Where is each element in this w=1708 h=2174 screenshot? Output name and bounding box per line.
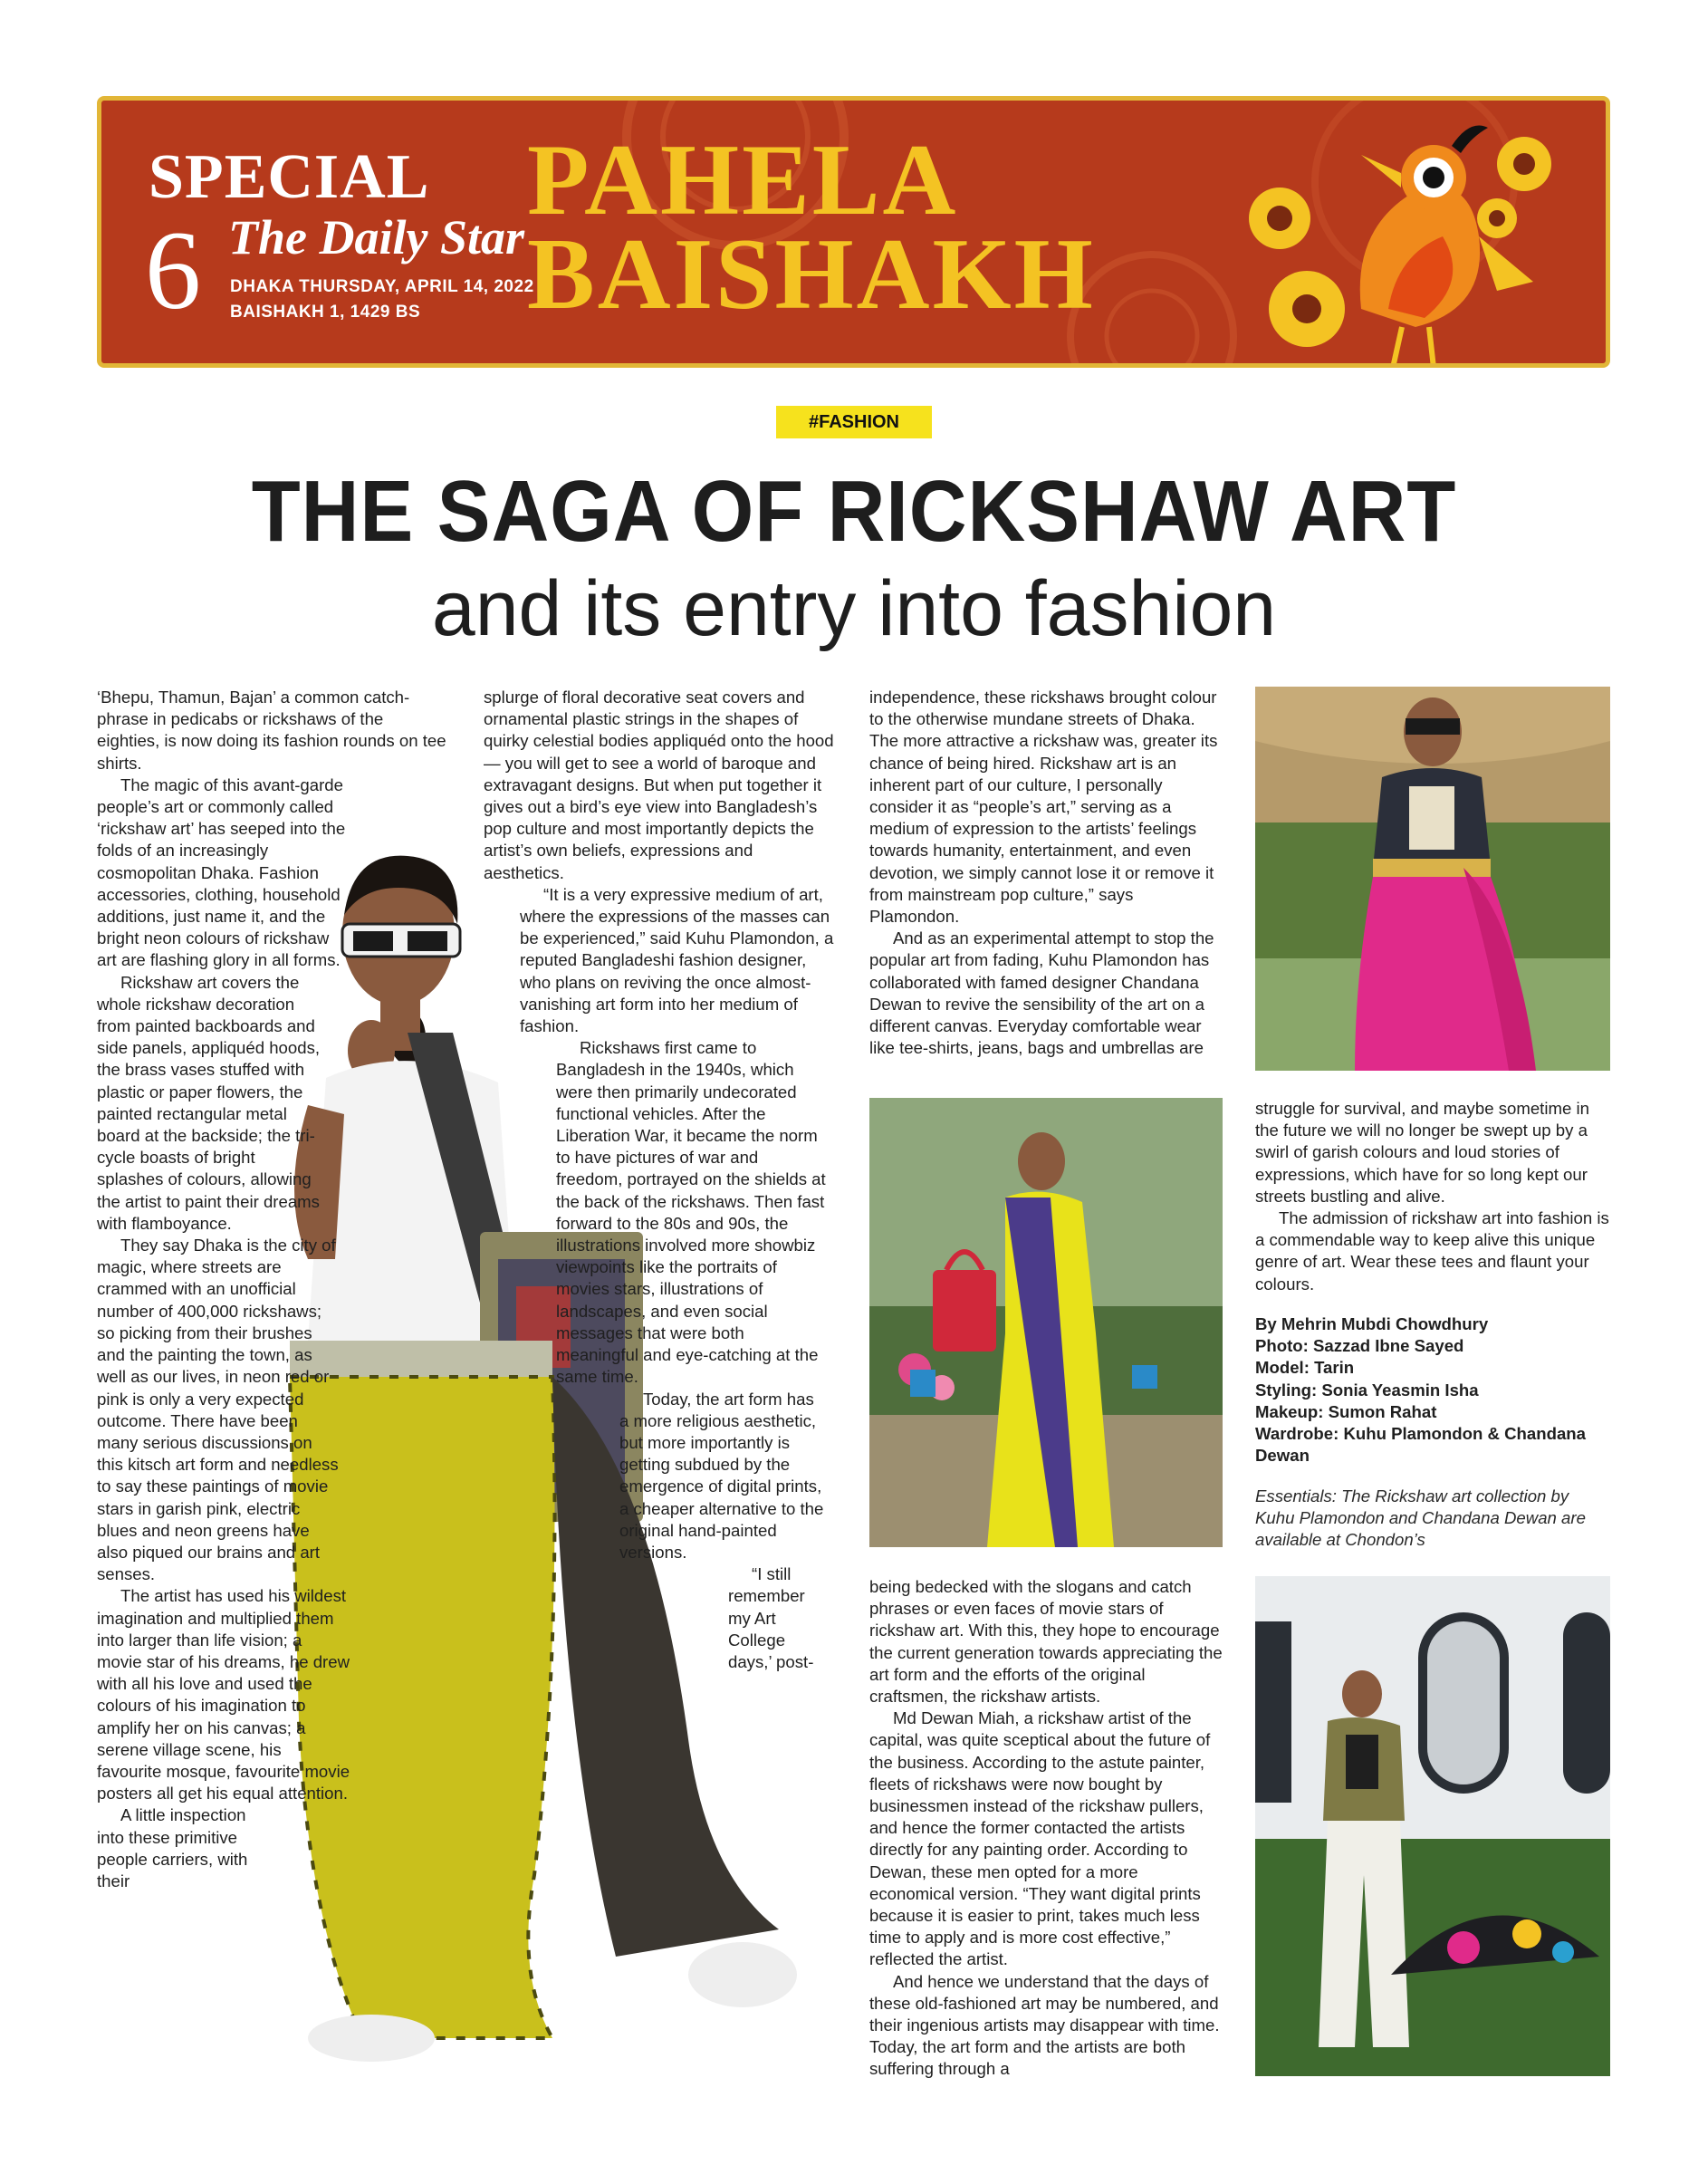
sunflower-icon (1249, 188, 1310, 249)
headline: THE SAGA OF RICKSHAW ART (251, 463, 1457, 560)
photo-credit: Photo: Sazzad Ibne Sayed (1255, 1336, 1464, 1356)
paragraph: struggle for survival, and maybe sometime in the future we will no longer be swept up by a swirl of garish colours and loud stories of expressions, which have for so long kept our streets bustling and alive. (1255, 1099, 1589, 1206)
paragraph: Md Dewan Miah, a rickshaw artist of the capital, was quite sceptical about the future of the business. According to the astute painter, fleets of rickshaws were now bought by businessmen instead of the rickshaw pullers, and hence the former contacted the artists directly for any painting order. According to Dewan, these men opted for a more economical version. “They want digital prints because it is easier to print, takes much less time to apply and is more cost effective,” reflected the artist. (869, 1708, 1211, 1969)
paragraph: And hence we understand that the days of these old-fashioned art may be numbered, and their ingenious artists may disappear with time. Today, the art form and the artists are both suffering through a (869, 1971, 1220, 2079)
paragraph: ‘Bhepu, Thamun, Bajan’ a common catch-phrase in pedicabs or rickshaws of the eighties, is now doing its fashion rounds on tee shirts. (97, 688, 446, 773)
paragraph: And as an experimental attempt to stop the popular art from fading, Kuhu Plamondon has collaborated with famed designer Chandana Dewan to revive the sensibility of the art on a different canvas. Everyday comfortable wear like tee-shirts, jeans, bags and umbrellas are (869, 928, 1214, 1058)
model-credit: Model: Tarin (1255, 1358, 1355, 1378)
article-column-2 (484, 687, 837, 1673)
byline: By Mehrin Mubdi Chowdhury (1255, 1314, 1489, 1333)
special-label: SPECIAL (149, 142, 430, 212)
article-column-3-top (869, 687, 1218, 1059)
photo-caption: Essentials: The Rickshaw art collection by Kuhu Plamondon and Chandana Dewan are available at Chondon’s (1255, 1486, 1586, 1550)
paragraph: being bedecked with the slogans and catch phrases or even faces of movie stars of rickshaw art. With this, they hope to encourage the current generation towards appreciating the art form and the efforts of the original craftsmen, the rickshaw artists. (869, 1577, 1223, 1707)
edition-date: DHAKA THURSDAY, APRIL 14, 2022 (230, 277, 534, 296)
sunflower-icon (1269, 271, 1345, 347)
paragraph: independence, these rickshaws brought colour to the otherwise mundane streets of Dhaka. The more attractive a rickshaw was, greater its chance of being hired. Rickshaw art is an inherent part of our culture, I personally consider it as “people’s art,” serving as a medium of expression to the artists’ feelings towards humanity, entertainment, and even devotion, we simply cannot lose it or remove it from mainstream pop culture,” says Plamondon. (869, 688, 1218, 927)
section-tag: #FASHION (776, 406, 932, 438)
special-banner (97, 96, 1610, 368)
paragraph: Rickshaw art covers the whole rickshaw decoration from painted backboards and side panels, appliquéd hoods, the brass vases stuffed with plastic or paper flowers, the painted rectangular metal board at the backside; the tri-cycle boasts of bright splashes of colours, allowing the artist to paint their dreams with flamboyance. (97, 972, 321, 1233)
paragraph: The magic of this avant-garde people’s art or commonly called ‘rickshaw art’ has seeped into the folds of an increasingly cosmopolitan Dhaka. Fashion accessories, clothing, household additions, just name it, and the bright neon colours of rickshaw art are flashing glory in all forms. (97, 774, 346, 970)
page-number: 6 (145, 208, 201, 332)
paragraph: Today, the art form has a more religious aesthetic, but more importantly is getting subdued by the emergence of digital prints, a cheaper alternative to the original hand-painted versions. (619, 1389, 824, 1562)
sunflower-icon (1497, 137, 1551, 191)
article-column-4 (1255, 1098, 1610, 1295)
bird-and-flowers-illustration (1207, 101, 1606, 368)
model-pink-saree-photo (1255, 687, 1610, 1071)
article-credits (1255, 1313, 1610, 1467)
article-column-1 (97, 687, 450, 1892)
styling-credit: Styling: Sonia Yeasmin Isha (1255, 1380, 1479, 1400)
paragraph: A little inspection into these primitive people carriers, with their (97, 1805, 248, 1890)
sunflower-icon (1477, 198, 1517, 238)
masthead-logo: The Daily Star (228, 210, 525, 265)
dateline (230, 274, 534, 325)
wardrobe-credit: Wardrobe: Kuhu Plamondon & Chandana Dewan (1255, 1424, 1586, 1466)
paragraph: They say Dhaka is the city of magic, where streets are crammed with an unofficial number of 400,000 rickshaws; so picking from their brushes and the painting the town, as well as our lives, in neon red or pink is only a very expected outcome. There have been many serious discussions on this kitsch art form and needless to say these paintings of movie stars in garish pink, electric blues and neon greens have also piqued our brains and art senses. (97, 1236, 339, 1584)
bangla-date: BAISHAKH 1, 1429 BS (230, 303, 421, 322)
paragraph: “I still remember my Art College days,’ post- (728, 1564, 814, 1671)
makeup-credit: Makeup: Sumon Rahat (1255, 1401, 1437, 1421)
paragraph: The artist has used his wildest imagination and multiplied them into larger than life vision; a movie star of his dreams, he drew with all his love and used the colours of his imagination to amplify her on his canvas; a serene village scene, his favourite mosque, favourite movie posters all get his equal attention. (97, 1586, 350, 1804)
paragraph: splurge of floral decorative seat covers and ornamental plastic strings in the shapes of quirky celestial bodies appliquéd onto the hood — you will get to see a world of baroque and extravagant designs. But when put together it gives out a bird’s eye view into Bangladesh’s pop culture and most importantly depicts the artist’s own beliefs, expressions and aesthetics. (484, 688, 834, 882)
subheadline: and its entry into fashion (431, 565, 1277, 652)
festival-title-line1: PAHELA (527, 124, 959, 236)
article-column-3-bottom (869, 1576, 1223, 2081)
paragraph: “It is a very expressive medium of art, where the expressions of the masses can be experienced,” said Kuhu Plamondon, a reputed Bangladeshi fashion designer, who plans on reviving the once almost-vanishing art form into her medium of fashion. (520, 884, 834, 1036)
paragraph: The admission of rickshaw art into fashion is a commendable way to keep alive this unique genre of art. Wear these tees and flaunt your colours. (1255, 1208, 1609, 1294)
model-umbrella-photo (1255, 1576, 1610, 2076)
model-yellow-saree-photo (869, 1098, 1223, 1547)
festival-title-line2: BAISHAKH (527, 218, 1096, 331)
festival-title (527, 124, 1096, 331)
paragraph: Rickshaws first came to Bangladesh in the 1940s, which were then primarily undecorated functional vehicles. After the Liberation War, it became the norm to have pictures of war and freedom, portrayed on the shields at the back of the rickshaws. Then fast forward to the 80s and 90s, the illustrations involved more showbiz viewpoints like the portraits of movies stars, illustrations of landscapes, and even social messages that were both meaningful and eye-catching at the same time. (556, 1038, 826, 1387)
